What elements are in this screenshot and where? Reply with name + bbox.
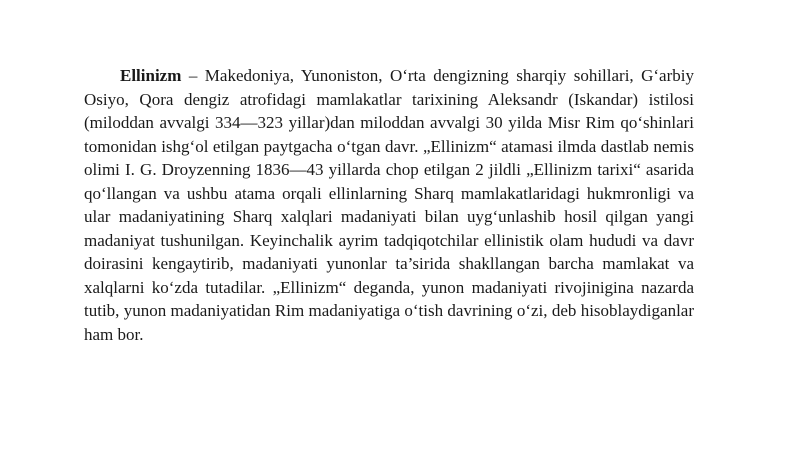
definition-text: – Makedoniya, Yunoniston, O‘rta dengizning sharqiy sohillari, G‘arbiy Osiyo, Qora dengiz atrofidagi mamlakatlar tarixining Aleksandr (Iskandar) istilosi (miloddan avvalgi 334—323 yillar)dan miloddan avvalgi 30 yilda Misr Rim qo‘shinlari tomonidan ishg‘ol etilgan paytgacha o‘tgan davr. „Ellinizm“ atamasi ilmda dastlab nemis olimi I. G. Droyzenning 1836—43 yillarda chop etilgan 2 jildli „Ellinizm tarixi“ asarida qo‘llangan va ushbu atama orqali ellinlarning Sharq mamlakatlaridagi hukmronligi va ular madaniyatining Sharq xalqlari madaniyati bilan uyg‘unlashib hosil qilgan yangi madaniyat tushunilgan. Keyinchalik ayrim tadqiqotchilar ellinistik olam hududi va davr doirasini kengaytirib, madaniyati yunonlar ta’sirida shakllangan barcha mamlakat va xalqlarni ko‘zda tutadilar. „Ellinizm“ deganda, yunon madaniyati rivojinigina nazarda tutib, yunon madaniyatidan Rim madaniyatiga o‘tish davrining o‘zi, deb hisoblaydiganlar ham bor.: [84, 66, 694, 344]
term-heading: Ellinizm: [120, 66, 182, 85]
definition-paragraph: [84, 64, 694, 346]
